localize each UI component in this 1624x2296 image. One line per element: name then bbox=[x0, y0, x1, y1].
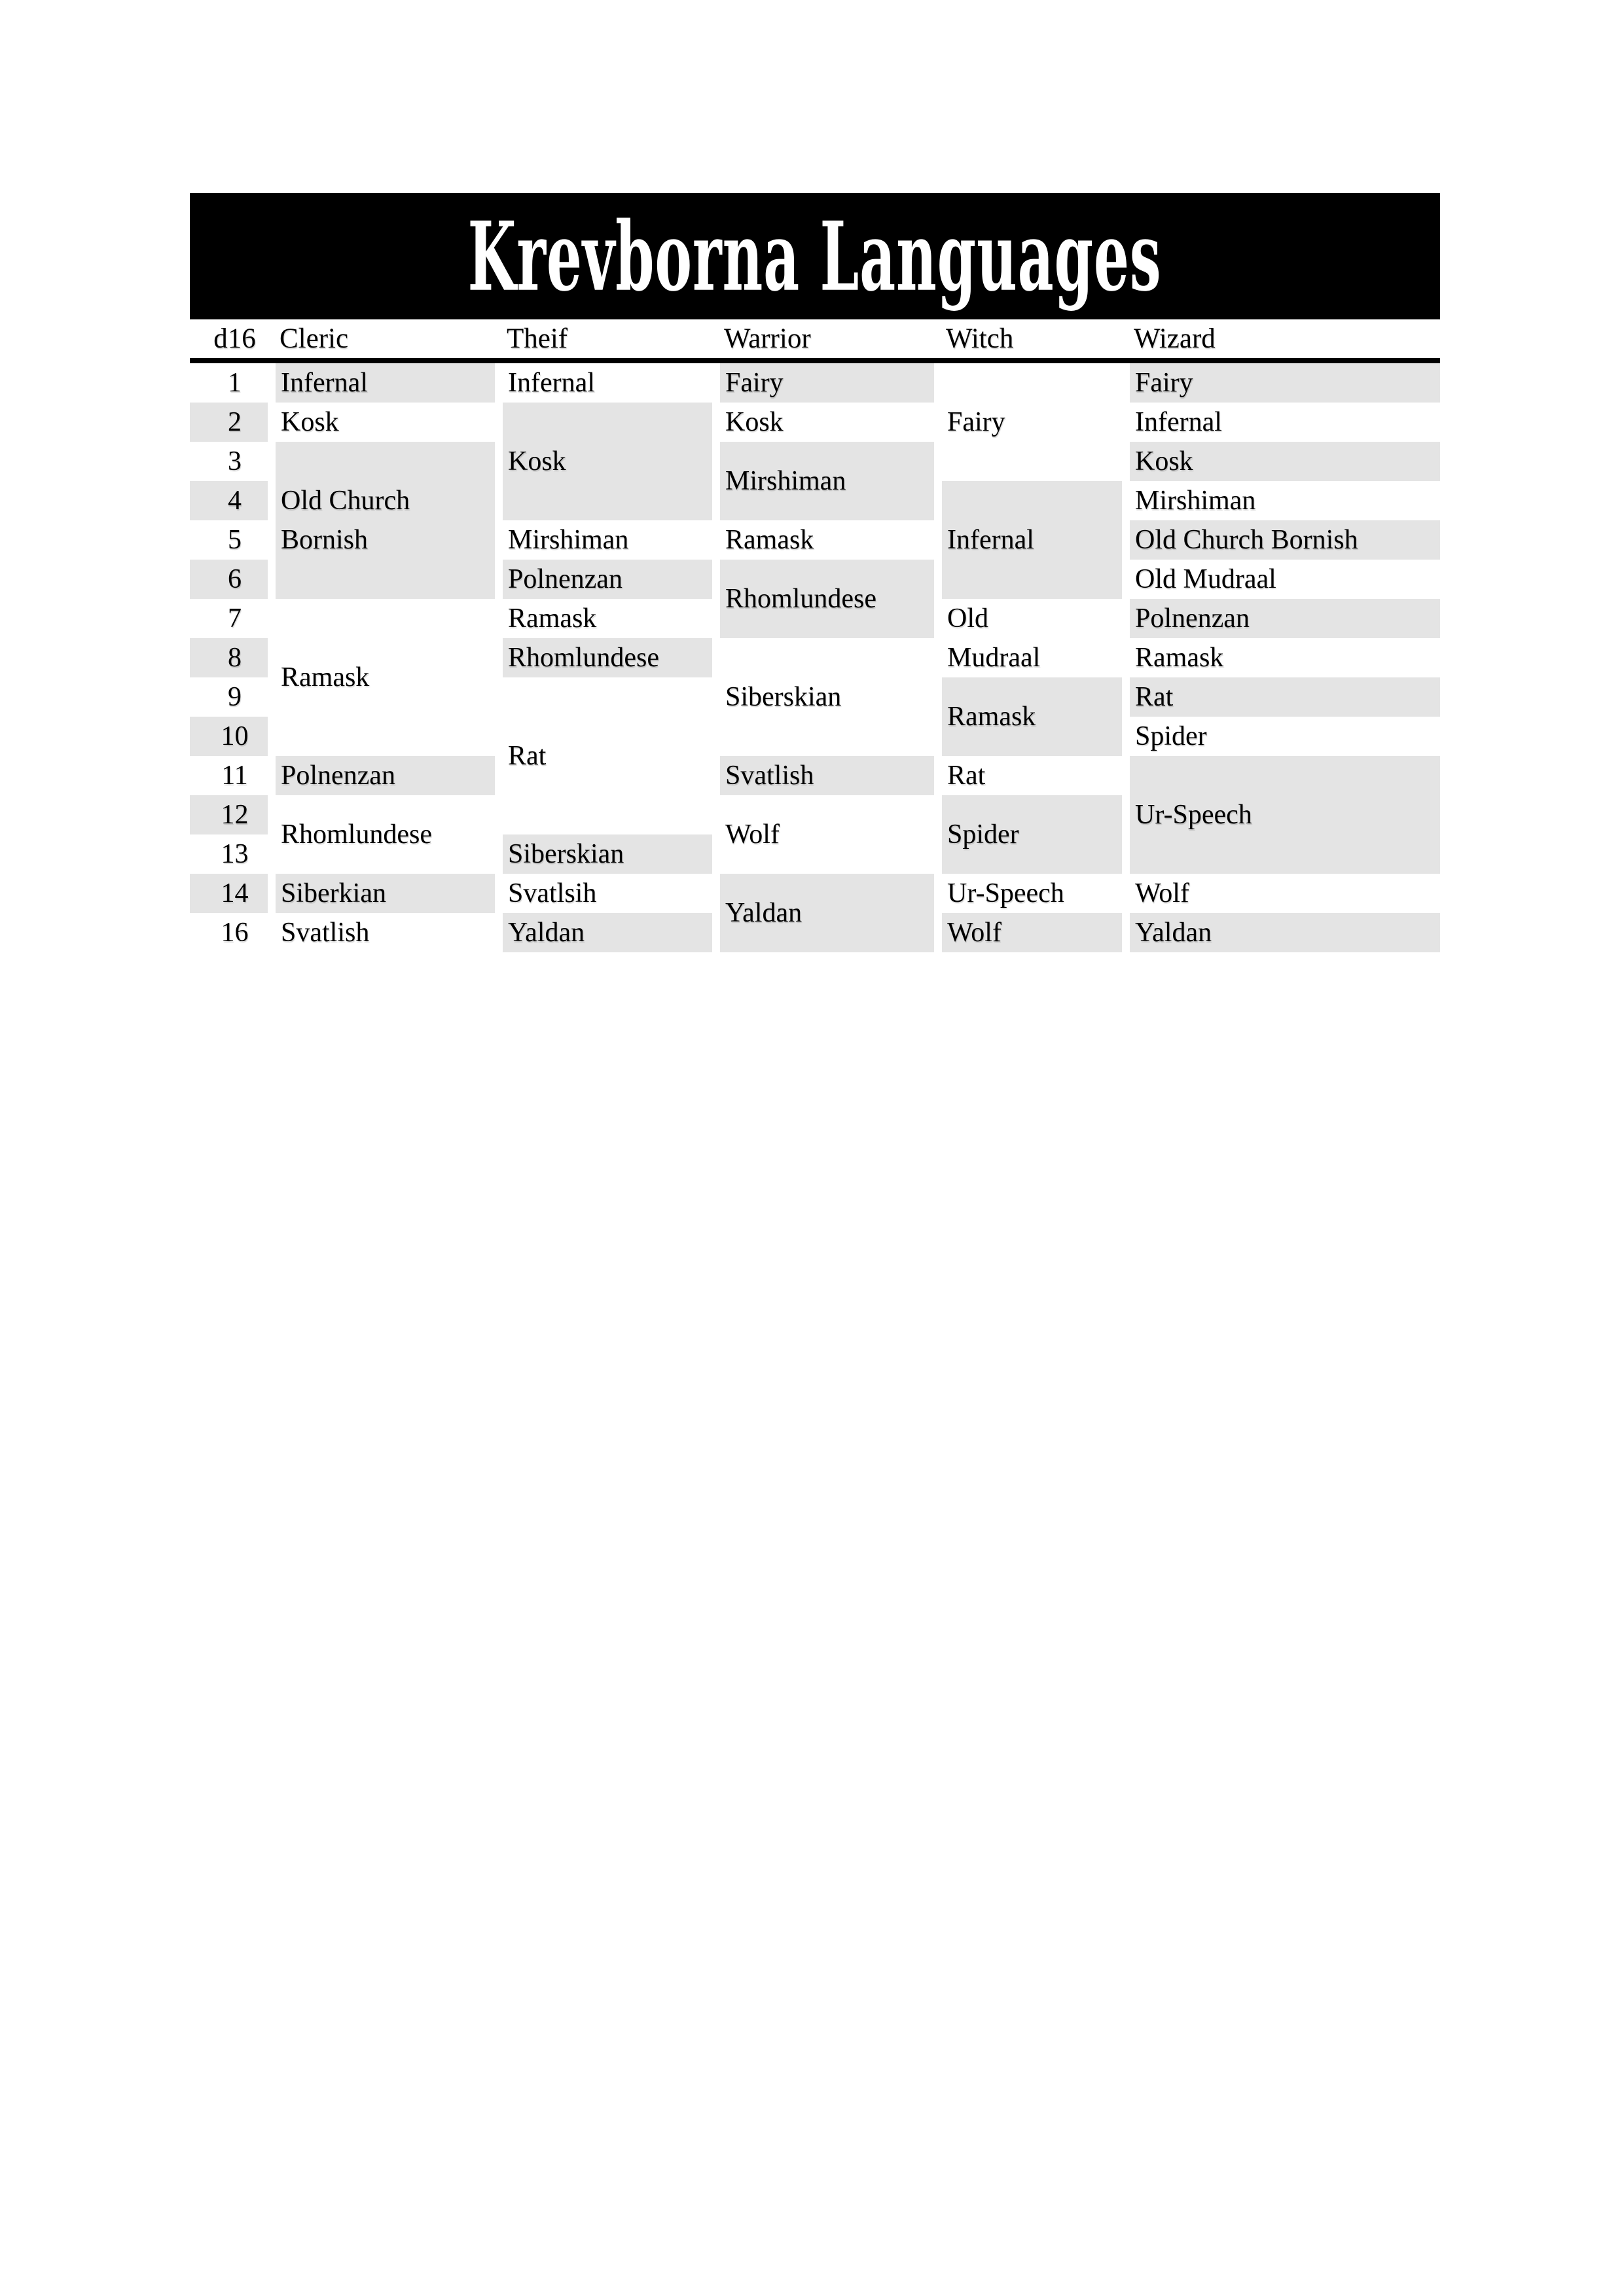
wizard-cell: Wolf bbox=[1135, 878, 1189, 908]
die-cell: 6 bbox=[190, 560, 268, 599]
theif-cell: Yaldan bbox=[503, 913, 712, 952]
header-rule bbox=[190, 358, 1440, 363]
languages-table bbox=[190, 319, 1440, 952]
die-cell: 3 bbox=[228, 446, 242, 476]
die-cell: 16 bbox=[221, 918, 249, 948]
witch-cell: Old Mudraal bbox=[947, 603, 1041, 673]
warrior-cell: Mirshiman bbox=[720, 442, 934, 520]
witch-cell: Rat bbox=[947, 761, 986, 791]
wizard-cell: Spider bbox=[1135, 721, 1207, 751]
wizard-cell: Rat bbox=[1130, 677, 1440, 717]
cleric-cell: Ramask bbox=[281, 662, 370, 692]
column-header-d16: d16 bbox=[213, 323, 256, 354]
column-header-witch: Witch bbox=[946, 323, 1014, 354]
wizard-cell: Ramask bbox=[1135, 643, 1224, 673]
die-cell: 2 bbox=[190, 403, 268, 442]
cleric-cell: Infernal bbox=[276, 363, 495, 403]
page-title: Krevborna Languages bbox=[468, 200, 1162, 313]
die-cell: 11 bbox=[221, 761, 248, 791]
theif-cell: Kosk bbox=[503, 403, 712, 520]
wizard-cell: Old Church Bornish bbox=[1130, 520, 1440, 560]
wizard-cell: Old Mudraal bbox=[1135, 564, 1276, 594]
warrior-cell: Ramask bbox=[725, 525, 814, 555]
die-cell: 12 bbox=[190, 795, 268, 834]
warrior-cell: Wolf bbox=[725, 819, 780, 850]
die-cell: 4 bbox=[190, 481, 268, 520]
column-header-cleric: Cleric bbox=[280, 323, 349, 354]
title-banner bbox=[190, 193, 1440, 319]
die-cell: 8 bbox=[190, 638, 268, 677]
warrior-cell: Siberskian bbox=[725, 682, 842, 712]
column-header-warrior: Warrior bbox=[724, 323, 811, 354]
cleric-cell: Svatlish bbox=[281, 918, 370, 948]
warrior-cell: Kosk bbox=[725, 407, 784, 437]
cleric-cell: Siberkian bbox=[276, 874, 495, 913]
witch-cell: Spider bbox=[942, 795, 1122, 874]
theif-cell: Polnenzan bbox=[503, 560, 712, 599]
theif-cell: Siberskian bbox=[503, 834, 712, 874]
witch-cell: Infernal bbox=[942, 481, 1122, 599]
wizard-cell: Infernal bbox=[1135, 407, 1222, 437]
die-cell: 7 bbox=[228, 603, 242, 634]
column-header-theif: Theif bbox=[507, 323, 568, 354]
wizard-cell: Yaldan bbox=[1130, 913, 1440, 952]
cleric-cell: Rhomlundese bbox=[281, 819, 432, 850]
cleric-cell: Old Church Bornish bbox=[276, 442, 495, 599]
warrior-cell: Rhomlundese bbox=[720, 560, 934, 638]
theif-cell: Svatlsih bbox=[508, 878, 597, 908]
theif-cell: Rhomlundese bbox=[503, 638, 712, 677]
wizard-cell: Mirshiman bbox=[1135, 486, 1256, 516]
column-header-wizard: Wizard bbox=[1134, 323, 1216, 354]
witch-cell: Ur-Speech bbox=[947, 878, 1064, 908]
die-cell: 5 bbox=[228, 525, 242, 555]
theif-cell: Infernal bbox=[508, 368, 595, 398]
warrior-cell: Svatlish bbox=[720, 756, 934, 795]
witch-cell: Ramask bbox=[942, 677, 1122, 756]
cleric-cell: Polnenzan bbox=[276, 756, 495, 795]
witch-cell: Fairy bbox=[947, 407, 1005, 437]
warrior-cell: Yaldan bbox=[720, 874, 934, 952]
theif-cell: Rat bbox=[508, 741, 547, 771]
wizard-cell: Ur-Speech bbox=[1130, 756, 1440, 874]
wizard-cell: Polnenzan bbox=[1130, 599, 1440, 638]
die-cell: 9 bbox=[228, 682, 242, 712]
die-cell: 14 bbox=[190, 874, 268, 913]
die-cell: 10 bbox=[190, 717, 268, 756]
wizard-cell: Fairy bbox=[1130, 363, 1440, 403]
theif-cell: Mirshiman bbox=[508, 525, 629, 555]
warrior-cell: Fairy bbox=[720, 363, 934, 403]
cleric-cell: Kosk bbox=[281, 407, 339, 437]
theif-cell: Ramask bbox=[508, 603, 597, 634]
wizard-cell: Kosk bbox=[1130, 442, 1440, 481]
die-cell: 1 bbox=[228, 368, 242, 398]
witch-cell: Wolf bbox=[942, 913, 1122, 952]
die-cell: 13 bbox=[221, 839, 249, 869]
